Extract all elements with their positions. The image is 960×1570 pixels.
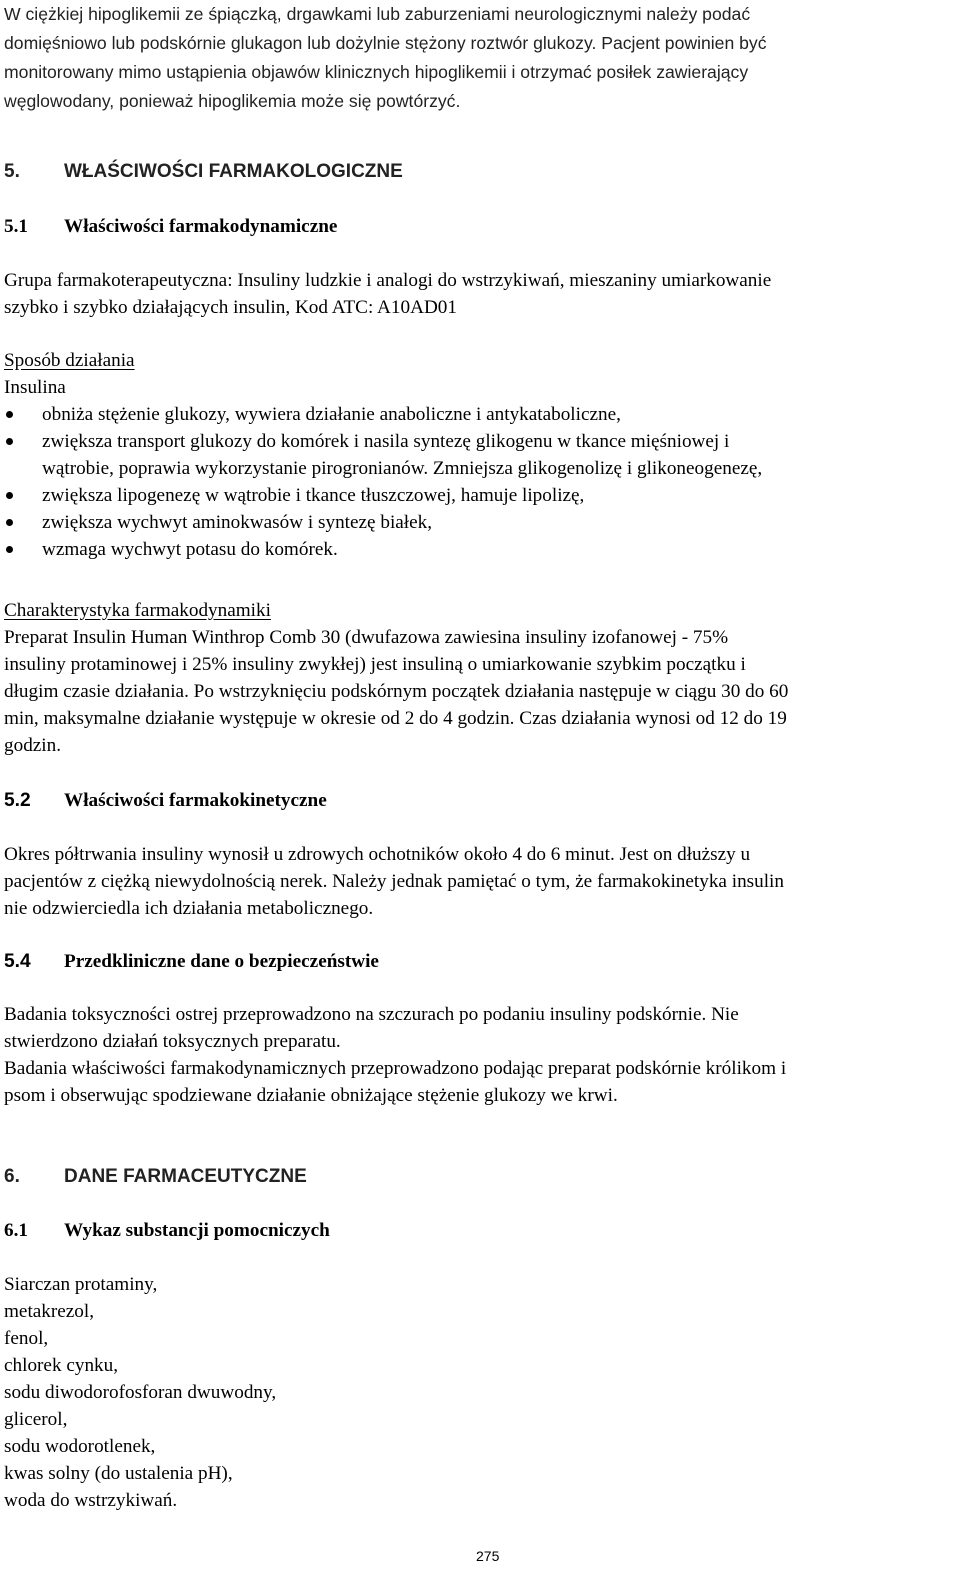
- section-number: 5.4: [4, 951, 31, 972]
- intro-line: węglowodany, ponieważ hipoglikemia może się powtórzyć.: [4, 91, 461, 111]
- section-5-2-heading: [4, 787, 954, 814]
- section-title: Przedkliniczne dane o bezpieczeństwie: [64, 951, 379, 972]
- text-line: Grupa farmakoterapeutyczna: Insuliny ludzkie i analogi do wstrzykiwań, mieszaniny umiarkowanie: [4, 270, 772, 291]
- list-item-text: zwiększa transport glukozy do komórek i nasila syntezę glikogenu w tkance mięśniowej i: [42, 431, 730, 452]
- section-6-heading: [4, 1163, 954, 1190]
- intro-line: domięśniowo lub podskórnie glukagon lub dożylnie stężony roztwór glukozy. Pacjent powinien być: [4, 33, 767, 53]
- text-line: nie odzwierciedla ich działania metabolicznego.: [4, 898, 374, 919]
- list-item: fenol,: [4, 1328, 49, 1349]
- excipients-list: [4, 1271, 954, 1514]
- list-item: Siarczan protaminy,: [4, 1274, 158, 1295]
- text-line: długim czasie działania. Po wstrzyknięciu podskórnym początek działania następuje w ciągu 30 do 60: [4, 681, 789, 702]
- text-line: Okres półtrwania insuliny wynosił u zdrowych ochotników około 4 do 6 minut. Jest on dłuższy u: [4, 844, 751, 865]
- pharmacokinetics-text: [4, 841, 954, 922]
- intro-line: monitorowany mimo ustąpienia objawów klinicznych hipoglikemii i otrzymać posiłek zawierający: [4, 62, 749, 82]
- preclinical-text: [4, 1001, 954, 1109]
- text-line: insuliny protaminowej i 25% insuliny zwykłej) jest insuliną o umiarkowanie szybkim początku i: [4, 654, 746, 675]
- text-line: Preparat Insulin Human Winthrop Comb 30 (dwufazowa zawiesina insuliny izofanowej - 75%: [4, 627, 729, 648]
- pharmacotherapeutic-group: [4, 267, 954, 321]
- list-item: glicerol,: [4, 1409, 68, 1430]
- text-line: pacjentów z ciężką niewydolnością nerek. Należy jednak pamiętać o tym, że farmakokinetyka insulin: [4, 871, 784, 892]
- list-item: zwiększa lipogenezę w wątrobie i tkance tłuszczowej, hamuje lipolizę,: [4, 482, 954, 509]
- text-line: Badania toksyczności ostrej przeprowadzono na szczurach po podaniu insuliny podskórnie. Nie: [4, 1004, 739, 1025]
- section-title: Wykaz substancji pomocniczych: [64, 1220, 330, 1241]
- list-item: [4, 428, 954, 482]
- intro-paragraph: [4, 0, 954, 116]
- mechanism-list: [4, 401, 954, 563]
- section-number: 5.1: [4, 216, 28, 237]
- list-item: obniża stężenie glukozy, wywiera działanie anaboliczne i antykataboliczne,: [4, 401, 954, 428]
- text-line: stwierdzono działań toksycznych preparatu.: [4, 1031, 341, 1052]
- list-item: zwiększa wychwyt aminokwasów i syntezę białek,: [4, 509, 954, 536]
- list-item: sodu wodorotlenek,: [4, 1436, 156, 1457]
- list-item: chlorek cynku,: [4, 1355, 119, 1376]
- text-line: godzin.: [4, 735, 62, 756]
- characteristics-heading: Charakterystyka farmakodynamiki: [4, 600, 271, 621]
- text-line: min, maksymalne działanie występuje w okresie od 2 do 4 godzin. Czas działania wynosi od 12 do 19: [4, 708, 787, 729]
- section-6-1-heading: [4, 1217, 954, 1244]
- section-title: DANE FARMACEUTYCZNE: [64, 1166, 307, 1187]
- page-number: 275: [476, 1548, 500, 1564]
- section-title: WŁAŚCIWOŚCI FARMAKOLOGICZNE: [64, 161, 403, 182]
- section-5-4-heading: [4, 948, 954, 975]
- intro-line: W ciężkiej hipoglikemii ze śpiączką, drgawkami lub zaburzeniami neurologicznymi należy podać: [4, 4, 751, 24]
- list-item: sodu diwodorofosforan dwuwodny,: [4, 1382, 277, 1403]
- list-item: metakrezol,: [4, 1301, 95, 1322]
- text-line: szybko i szybko działających insulin, Kod ATC: A10AD01: [4, 297, 457, 318]
- list-item: wzmaga wychwyt potasu do komórek.: [4, 536, 954, 563]
- insulin-label: Insulina: [4, 377, 66, 398]
- section-title: Właściwości farmakodynamiczne: [64, 216, 338, 237]
- section-5-1-heading: [4, 213, 954, 240]
- text-line: psom i obserwując spodziewane działanie obniżające stężenie glukozy we krwi.: [4, 1085, 618, 1106]
- list-item: kwas solny (do ustalenia pH),: [4, 1463, 233, 1484]
- mechanism-block: [4, 347, 954, 563]
- pharmacodynamics-characteristics: [4, 597, 954, 759]
- section-number: 5.: [4, 161, 20, 182]
- section-5-heading: [4, 158, 954, 185]
- section-number: 6.: [4, 1166, 20, 1187]
- section-title: Właściwości farmakokinetyczne: [64, 790, 327, 811]
- mechanism-heading: Sposób działania: [4, 350, 135, 371]
- section-number: 6.1: [4, 1220, 28, 1241]
- text-line: Badania właściwości farmakodynamicznych przeprowadzono podając preparat podskórnie królikom i: [4, 1058, 787, 1079]
- list-item-continuation: wątrobie, poprawia wykorzystanie pirogronianów. Zmniejsza glikogenolizę i glikoneogenezę,: [42, 458, 763, 479]
- section-number: 5.2: [4, 790, 31, 811]
- list-item: woda do wstrzykiwań.: [4, 1490, 178, 1511]
